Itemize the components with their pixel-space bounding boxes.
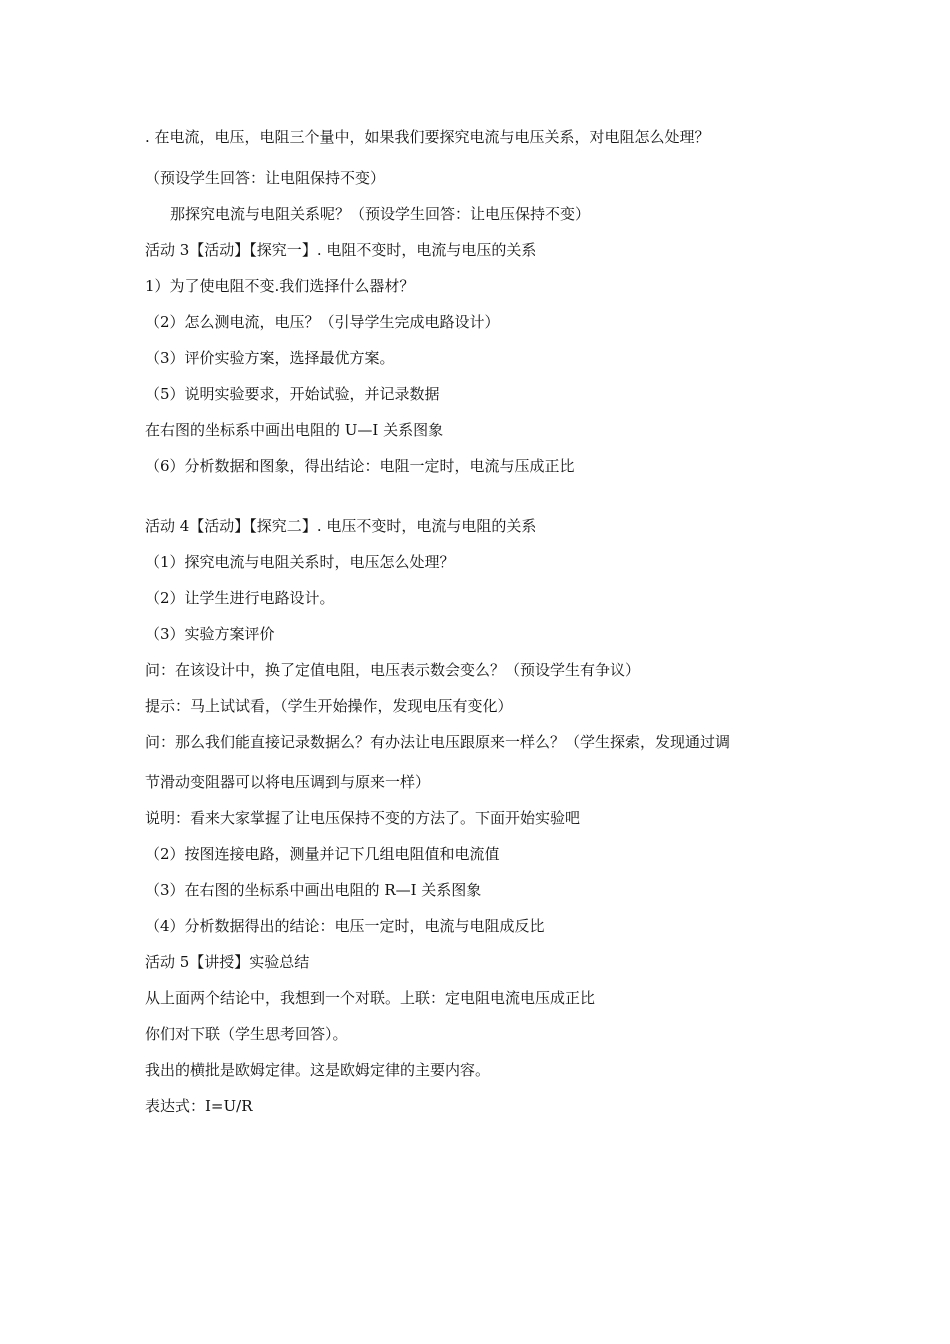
- text-line-a4-connect: （2）按图连接电路，测量并记下几组电阻值和电流值: [145, 845, 500, 863]
- text-line-couplet-lower: 你们对下联（学生思考回答）。: [145, 1025, 348, 1043]
- text-line-step-6: （6）分析数据和图象，得出结论：电阻一定时，电流与压成正比: [145, 457, 575, 475]
- text-line-step-5: （5）说明实验要求，开始试验，并记录数据: [145, 385, 440, 403]
- text-line-a4-step-3: （3）实验方案评价: [145, 625, 275, 643]
- text-line-a4-step-1: （1）探究电流与电阻关系时，电压怎么处理？: [145, 553, 455, 571]
- text-line-step-3: （3）评价实验方案，选择最优方案。: [145, 349, 395, 367]
- text-line-question-record: 问：那么我们能直接记录数据么？有办法让电压跟原来一样么？（学生探索，发现通过调: [145, 733, 731, 751]
- text-line-ui-graph: 在右图的坐标系中画出电阻的 U—I 关系图象: [145, 421, 444, 439]
- text-line-step-2: （2）怎么测电流，电压？（引导学生完成电路设计）: [145, 313, 500, 331]
- text-line-formula: 表达式：I=U/R: [145, 1097, 253, 1115]
- text-line-couplet-upper: 从上面两个结论中，我想到一个对联。上联：定电阻电流电压成正比: [145, 989, 596, 1007]
- text-line-explanation: 说明：看来大家掌握了让电压保持不变的方法了。下面开始实验吧: [145, 809, 581, 827]
- text-line-preset-answer-1: （预设学生回答：让电阻保持不变）: [145, 169, 386, 187]
- activity-5-heading: 活动 5【讲授】实验总结: [145, 953, 310, 971]
- text-line-hint: 提示：马上试试看，（学生开始操作，发现电压有变化）: [145, 697, 513, 715]
- text-line-ri-graph: （3）在右图的坐标系中画出电阻的 R—I 关系图象: [145, 881, 482, 899]
- text-line-question-voltmeter: 问：在该设计中，换了定值电阻，电压表示数会变么？（预设学生有争议）: [145, 661, 641, 679]
- text-line-a4-step-2: （2）让学生进行电路设计。: [145, 589, 335, 607]
- text-line-rheostat: 节滑动变阻器可以将电压调到与原来一样）: [145, 773, 431, 791]
- activity-4-heading: 活动 4【活动】【探究二】. 电压不变时，电流与电阻的关系: [145, 517, 537, 535]
- text-line-step-1: 1）为了使电阻不变.我们选择什么器材？: [145, 277, 415, 295]
- text-line-question-voltage: 那探究电流与电阻关系呢？（预设学生回答：让电压保持不变）: [170, 205, 591, 223]
- text-line-question-resistance: . 在电流，电压，电阻三个量中，如果我们要探究电流与电压关系，对电阻怎么处理？: [145, 128, 710, 146]
- text-line-a4-conclusion: （4）分析数据得出的结论：电压一定时，电流与电阻成反比: [145, 917, 545, 935]
- text-line-ohms-law: 我出的横批是欧姆定律。这是欧姆定律的主要内容。: [145, 1061, 491, 1079]
- activity-3-heading: 活动 3【活动】【探究一】. 电阻不变时，电流与电压的关系: [145, 241, 537, 259]
